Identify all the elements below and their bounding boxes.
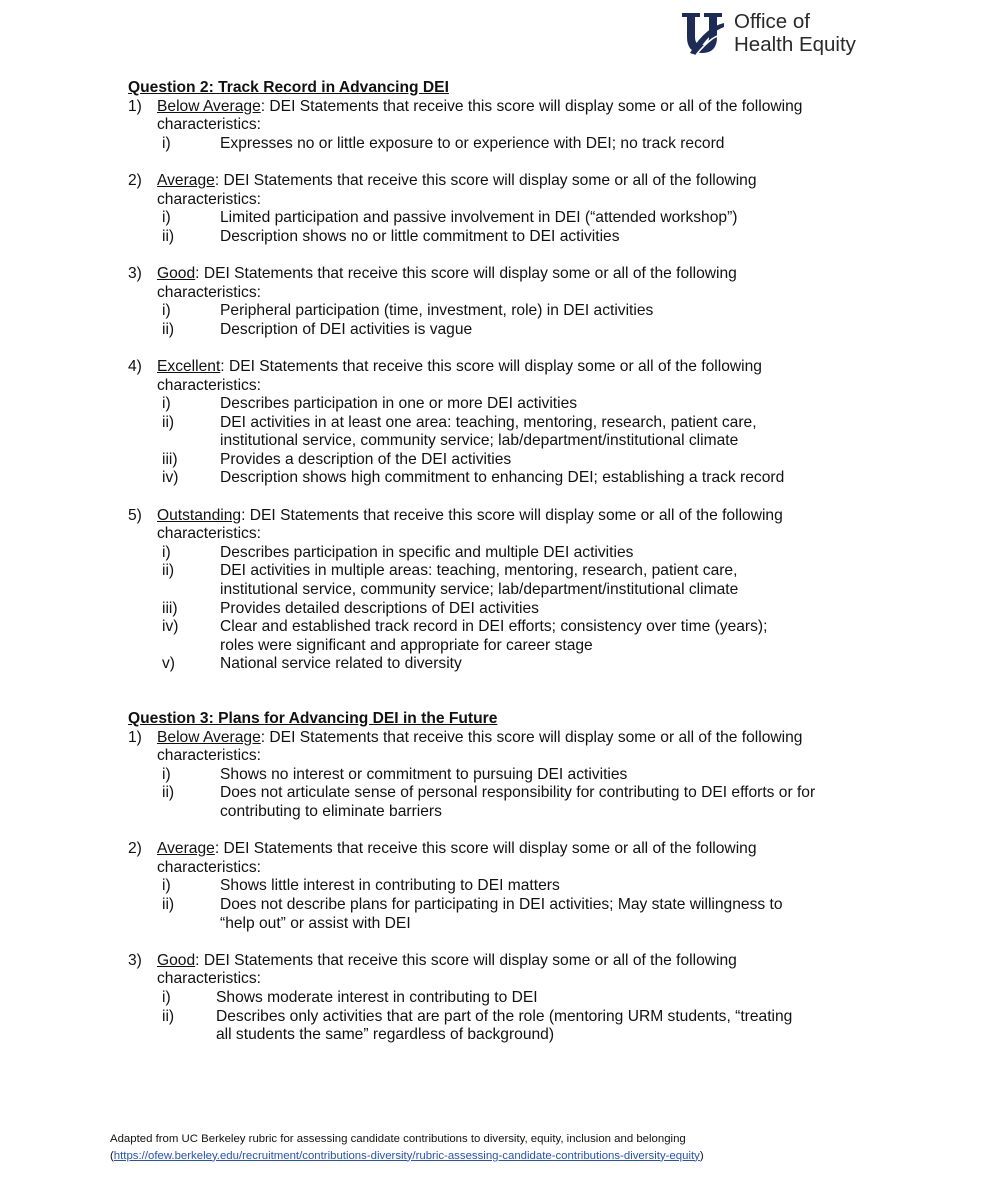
footer-attribution bbox=[110, 1131, 704, 1164]
rating-description-cont: characteristics: bbox=[157, 190, 261, 208]
characteristic bbox=[128, 1008, 848, 1045]
rating-item bbox=[0, 265, 848, 339]
footer-close-paren: ) bbox=[699, 1149, 704, 1162]
characteristic-number: iv) bbox=[162, 469, 179, 487]
characteristic-number: i) bbox=[162, 765, 171, 783]
characteristic bbox=[128, 451, 848, 470]
rating-item bbox=[0, 172, 848, 246]
characteristic bbox=[128, 135, 848, 154]
characteristic-text: Provides detailed descriptions of DEI activities bbox=[220, 599, 539, 617]
rating-description-cont: characteristics: bbox=[157, 858, 261, 876]
characteristic bbox=[128, 896, 848, 933]
characteristic-text: Peripheral participation (time, investment, role) in DEI activities bbox=[220, 302, 654, 320]
characteristic-number: ii) bbox=[162, 227, 175, 245]
rating-item bbox=[0, 507, 848, 674]
rating-description-cont: characteristics: bbox=[157, 116, 261, 134]
rating-description: : DEI Statements that receive this score will display some or all of the following bbox=[195, 951, 737, 969]
footer-line-1: Adapted from UC Berkeley rubric for assessing candidate contributions to diversity, equity, inclusion and belonging bbox=[110, 1133, 686, 1145]
rating-description-cont: characteristics: bbox=[157, 283, 261, 301]
item-gap bbox=[128, 488, 848, 507]
rating-item bbox=[0, 840, 848, 933]
item-gap bbox=[128, 246, 848, 265]
characteristic-text: Describes only activities that are part of the role (mentoring URM students, “treating bbox=[216, 1007, 793, 1025]
characteristic-text: National service related to diversity bbox=[220, 655, 462, 673]
characteristic-text: Shows moderate interest in contributing to DEI bbox=[216, 988, 538, 1006]
section-gap bbox=[128, 674, 848, 710]
rating-description: : DEI Statements that receive this score will display some or all of the following bbox=[214, 840, 757, 858]
characteristic-number: v) bbox=[162, 655, 175, 673]
characteristic-text: contributing to eliminate barriers bbox=[220, 802, 442, 820]
rating-description: : DEI Statements that receive this score will display some or all of the following bbox=[260, 728, 803, 746]
rating-level: Good bbox=[157, 264, 196, 282]
rating-description: : DEI Statements that receive this score will display some or all of the following bbox=[220, 357, 762, 375]
rating-line bbox=[128, 507, 848, 526]
characteristic bbox=[128, 321, 848, 340]
rating-line bbox=[128, 729, 848, 748]
rating-description-cont: characteristics: bbox=[157, 376, 261, 394]
characteristic-text: Limited participation and passive involvement in DEI (“attended workshop”) bbox=[220, 209, 738, 227]
characteristic-number: i) bbox=[162, 209, 171, 227]
rating-level: Excellent bbox=[157, 357, 221, 375]
characteristic-text: institutional service, community service; lab/department/institutional climate bbox=[220, 581, 739, 599]
rating-item bbox=[0, 952, 848, 1045]
rating-number: 1) bbox=[128, 728, 142, 746]
characteristic bbox=[128, 618, 848, 655]
rating-line bbox=[128, 172, 848, 191]
characteristic-text: “help out” or assist with DEI bbox=[220, 914, 411, 932]
characteristic-number: i) bbox=[162, 877, 171, 895]
characteristic bbox=[128, 989, 848, 1008]
rating-level: Average bbox=[157, 840, 215, 858]
characteristic-text: Description of DEI activities is vague bbox=[220, 320, 473, 338]
characteristic-number: i) bbox=[162, 988, 171, 1006]
characteristic-text: Does not describe plans for participating in DEI activities; May state willingness to bbox=[220, 895, 783, 913]
footer-open-paren: ( bbox=[110, 1149, 114, 1162]
rating-level: Outstanding bbox=[157, 506, 242, 524]
characteristic-number: ii) bbox=[162, 413, 175, 431]
item-gap bbox=[128, 822, 848, 841]
rubric-section bbox=[128, 710, 848, 1045]
characteristic-number: ii) bbox=[162, 784, 175, 802]
characteristic-number: ii) bbox=[162, 320, 175, 338]
rating-description-cont: characteristics: bbox=[157, 970, 261, 988]
logo-line-2: Health Equity bbox=[734, 33, 856, 56]
characteristic-text: Expresses no or little exposure to or experience with DEI; no track record bbox=[220, 134, 725, 152]
characteristic bbox=[128, 414, 848, 451]
rating-item bbox=[0, 729, 848, 822]
rating-description-cont: characteristics: bbox=[157, 747, 261, 765]
rating-description: : DEI Statements that receive this score will display some or all of the following bbox=[241, 506, 783, 524]
characteristic-text: Describes participation in one or more DEI activities bbox=[220, 395, 578, 413]
characteristic-number: iii) bbox=[162, 450, 178, 468]
rating-level: Below Average bbox=[157, 728, 261, 746]
university-shield-logo-icon bbox=[676, 9, 728, 57]
rating-number: 5) bbox=[128, 506, 142, 524]
rating-number: 3) bbox=[128, 951, 142, 969]
characteristic bbox=[128, 469, 848, 488]
characteristic-text: Clear and established track record in DEI efforts; consistency over time (years); bbox=[220, 618, 768, 636]
characteristic-number: i) bbox=[162, 395, 171, 413]
characteristic-text: institutional service, community service; lab/department/institutional climate bbox=[220, 432, 739, 450]
office-logo bbox=[676, 8, 856, 58]
characteristic bbox=[128, 766, 848, 785]
characteristic-number: iv) bbox=[162, 618, 179, 636]
characteristic-text: DEI activities in at least one area: teaching, mentoring, research, patient care, bbox=[220, 413, 757, 431]
characteristic-number: ii) bbox=[162, 1007, 175, 1025]
characteristic-text: Provides a description of the DEI activities bbox=[220, 450, 512, 468]
characteristic bbox=[128, 395, 848, 414]
characteristic-number: i) bbox=[162, 302, 171, 320]
rubric-section bbox=[128, 79, 848, 674]
rating-line bbox=[128, 265, 848, 284]
question-heading: Question 3: Plans for Advancing DEI in the Future bbox=[128, 710, 498, 727]
characteristic bbox=[128, 655, 848, 674]
characteristic-number: i) bbox=[162, 543, 171, 561]
characteristic-text: Description shows no or little commitment to DEI activities bbox=[220, 227, 620, 245]
characteristic-number: i) bbox=[162, 134, 171, 152]
characteristic bbox=[128, 228, 848, 247]
logo-line-1: Office of bbox=[734, 10, 810, 33]
characteristic-text: all students the same” regardless of background) bbox=[216, 1026, 555, 1044]
characteristic bbox=[128, 544, 848, 563]
rubric-content bbox=[128, 79, 848, 1045]
characteristic-number: ii) bbox=[162, 895, 175, 913]
characteristic bbox=[128, 600, 848, 619]
characteristic bbox=[128, 784, 848, 821]
rating-line bbox=[128, 358, 848, 377]
characteristic-number: iii) bbox=[162, 599, 178, 617]
rating-description-cont: characteristics: bbox=[157, 525, 261, 543]
rating-number: 1) bbox=[128, 97, 142, 115]
rating-description: : DEI Statements that receive this score will display some or all of the following bbox=[260, 97, 803, 115]
rating-item bbox=[0, 98, 848, 154]
rating-number: 2) bbox=[128, 171, 142, 189]
rating-description: : DEI Statements that receive this score will display some or all of the following bbox=[214, 171, 757, 189]
rating-line bbox=[128, 840, 848, 859]
item-gap bbox=[128, 339, 848, 358]
rating-item bbox=[0, 358, 848, 488]
item-gap bbox=[128, 153, 848, 172]
characteristic-text: Shows no interest or commitment to pursuing DEI activities bbox=[220, 765, 628, 783]
characteristic bbox=[128, 209, 848, 228]
characteristic bbox=[128, 877, 848, 896]
rating-number: 4) bbox=[128, 357, 142, 375]
characteristic-text: Shows little interest in contributing to DEI matters bbox=[220, 877, 560, 895]
characteristic-number: ii) bbox=[162, 562, 175, 580]
characteristic-text: roles were significant and appropriate for career stage bbox=[220, 636, 593, 654]
logo-text bbox=[734, 10, 856, 56]
question-heading: Question 2: Track Record in Advancing DEI bbox=[128, 79, 449, 96]
rating-level: Below Average bbox=[157, 97, 261, 115]
characteristic-text: Description shows high commitment to enhancing DEI; establishing a track record bbox=[220, 469, 785, 487]
characteristic bbox=[128, 562, 848, 599]
footer-line-2 bbox=[110, 1148, 704, 1165]
rating-description: : DEI Statements that receive this score will display some or all of the following bbox=[195, 264, 737, 282]
rating-level: Average bbox=[157, 171, 215, 189]
characteristic bbox=[128, 302, 848, 321]
rating-line bbox=[128, 952, 848, 971]
item-gap bbox=[128, 933, 848, 952]
rating-number: 2) bbox=[128, 840, 142, 858]
rating-number: 3) bbox=[128, 264, 142, 282]
characteristic-text: DEI activities in multiple areas: teaching, mentoring, research, patient care, bbox=[220, 562, 738, 580]
rating-line bbox=[128, 98, 848, 117]
characteristic-text: Describes participation in specific and multiple DEI activities bbox=[220, 543, 634, 561]
rating-level: Good bbox=[157, 951, 196, 969]
berkeley-rubric-link[interactable]: https://ofew.berkeley.edu/recruitment/contributions-diversity/rubric-assessing-candidate-contributions-diversity-equity bbox=[113, 1149, 700, 1162]
characteristic-text: Does not articulate sense of personal responsibility for contributing to DEI efforts or for bbox=[220, 784, 816, 802]
